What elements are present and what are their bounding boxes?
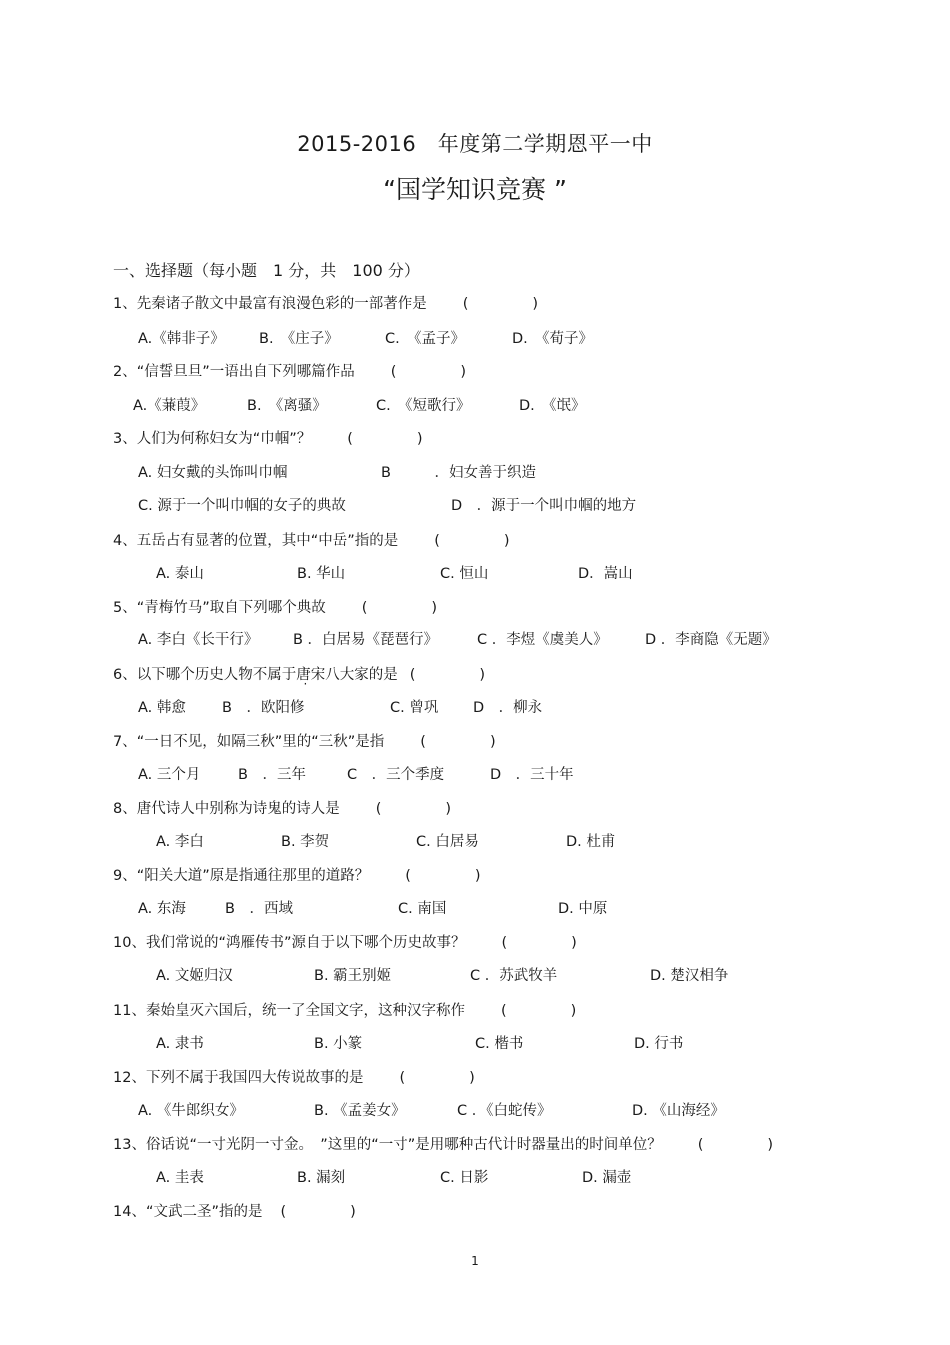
option-c: C ．李煜《虞美人》 xyxy=(477,632,608,648)
option-a: A. 李白 xyxy=(156,834,204,850)
question-10 xyxy=(113,931,577,952)
question-text: 8、唐代诗人中别称为诗鬼的诗人是 xyxy=(113,801,340,817)
option-d: D. 《氓》 xyxy=(519,398,586,414)
option-a: A. 圭表 xyxy=(156,1170,204,1186)
question-9 xyxy=(113,864,481,885)
option-b: B ．西域 xyxy=(225,901,293,917)
question-text: 9、“阳关大道”原是指通往那里的道路？ xyxy=(113,868,370,884)
answer-parens: ( ) xyxy=(399,1070,475,1086)
option-d: D. 《山海经》 xyxy=(632,1103,725,1119)
answer-parens: ( ) xyxy=(390,364,467,380)
option-c: C. 白居易 xyxy=(416,834,479,850)
option-c: C. 《孟子》 xyxy=(385,331,465,347)
question-2 xyxy=(113,360,466,381)
question-text: 4、五岳占有显著的位置，其中“中岳”指的是 xyxy=(113,533,399,549)
option-b: B. 《庄子》 xyxy=(259,331,339,347)
answer-parens: ( ) xyxy=(405,868,481,884)
option-d: D ．三十年 xyxy=(490,767,574,783)
option-c: C ．三个季度 xyxy=(347,767,445,783)
question-text: 10、我们常说的“鸿雁传书”源自于以下哪个历史故事？ xyxy=(113,935,466,951)
answer-parens: ( ) xyxy=(375,801,452,817)
question-11 xyxy=(113,999,576,1020)
option-b: B. 《孟姜女》 xyxy=(314,1103,406,1119)
document-subtitle: “国学知识竞赛 ” xyxy=(383,175,567,204)
answer-parens: ( ) xyxy=(420,734,496,750)
option-d: D ．源于一个叫巾帼的地方 xyxy=(451,498,637,514)
option-a: A. 妇女戴的头饰叫巾帼 xyxy=(138,465,288,481)
answer-parens: ( ) xyxy=(409,667,486,683)
option-b: B. 漏刻 xyxy=(297,1170,346,1186)
option-b: B ．白居易《琵琶行》 xyxy=(293,632,439,648)
option-d: D. 中原 xyxy=(558,901,608,917)
option-c: C. 曾巩 xyxy=(390,700,439,716)
question-text: 1、先秦诸子散文中最富有浪漫色彩的一部著作是 xyxy=(113,296,427,312)
question-5 xyxy=(113,596,437,617)
question-text: 12、下列不属于我国四大传说故事的是 xyxy=(113,1070,364,1086)
option-d: D. 杜甫 xyxy=(566,834,616,850)
option-c: C ．苏武牧羊 xyxy=(470,968,558,984)
option-c: C. 《短歌行》 xyxy=(376,398,471,414)
option-a: A. 李白《长干行》 xyxy=(138,632,259,648)
option-b: B. 华山 xyxy=(297,566,346,582)
option-c: C. 南国 xyxy=(398,901,447,917)
option-d: D．嵩山 xyxy=(578,566,633,582)
section-heading: 一、选择题（每小题 1 分，共 100 分） xyxy=(113,261,420,280)
option-a: A. 三个月 xyxy=(138,767,201,783)
answer-parens: ( ) xyxy=(500,1003,577,1019)
option-d: D ．李商隐《无题》 xyxy=(645,632,777,648)
question-text: 6、以下哪个历史人物不属于唐宋八大家的是 xyxy=(113,667,398,683)
option-a: A. 文姬归汉 xyxy=(156,968,233,984)
question-text: 2、“信誓旦旦”一语出自下列哪篇作品 xyxy=(113,364,355,380)
option-c: C. 楷书 xyxy=(475,1036,524,1052)
page-number: 1 xyxy=(471,1254,479,1268)
option-a: A. 《牛郎织女》 xyxy=(138,1103,244,1119)
option-b: B. 小篆 xyxy=(314,1036,363,1052)
option-b: B ．三年 xyxy=(238,767,306,783)
question-8 xyxy=(113,797,451,818)
answer-parens: ( ) xyxy=(347,431,423,447)
answer-parens: ( ) xyxy=(280,1204,356,1220)
option-a: A.《蒹葭》 xyxy=(133,398,206,414)
question-text: 14、“文武二圣”指的是 xyxy=(113,1204,263,1220)
option-d: D. 《荀子》 xyxy=(512,331,594,347)
option-b: B ．妇女善于织造 xyxy=(381,465,536,481)
option-c: C. 恒山 xyxy=(440,566,489,582)
option-a: A. 东海 xyxy=(138,901,186,917)
option-a: A.《韩非子》 xyxy=(138,331,225,347)
option-b: B. 霸王别姬 xyxy=(314,968,392,984)
question-6 xyxy=(113,663,485,684)
option-b: B. 《离骚》 xyxy=(247,398,327,414)
option-a: A. 隶书 xyxy=(156,1036,204,1052)
question-1 xyxy=(113,292,538,313)
answer-parens: ( ) xyxy=(462,296,539,312)
question-text: 7、“一日不见，如隔三秋”里的“三秋”是指 xyxy=(113,734,385,750)
option-d: D. 楚汉相争 xyxy=(650,968,729,984)
option-c: C. 源于一个叫巾帼的女子的典故 xyxy=(138,498,346,514)
option-d: D. 行书 xyxy=(634,1036,684,1052)
question-12 xyxy=(113,1066,475,1087)
emphasis-dotted-text: 唐 xyxy=(296,667,311,683)
question-text: 11、秦始皇灭六国后，统一了全国文字，这种汉字称作 xyxy=(113,1003,465,1019)
question-7 xyxy=(113,730,496,751)
document-title: 2015-2016 年度第二学期恩平一中 xyxy=(297,132,653,156)
option-b: B ．欧阳修 xyxy=(222,700,305,716)
option-a: A. 泰山 xyxy=(156,566,204,582)
question-text: 3、人们为何称妇女为“巾帼”？ xyxy=(113,431,312,447)
answer-parens: ( ) xyxy=(434,533,510,549)
question-4 xyxy=(113,529,510,550)
option-c: C ．《白蛇传》 xyxy=(457,1103,552,1119)
question-13 xyxy=(113,1133,773,1154)
option-d: D ．柳永 xyxy=(473,700,543,716)
answer-parens: ( ) xyxy=(697,1137,774,1153)
option-d: D. 漏壶 xyxy=(582,1170,632,1186)
option-a: A. 韩愈 xyxy=(138,700,186,716)
answer-parens: ( ) xyxy=(501,935,577,951)
question-text: 13、俗话说“一寸光阴一寸金。 ”这里的“一寸”是用哪种古代计时器量出的时间单位？ xyxy=(113,1137,662,1153)
option-b: B. 李贺 xyxy=(281,834,330,850)
option-c: C. 日影 xyxy=(440,1170,489,1186)
question-text: 5、“青梅竹马”取自下列哪个典故 xyxy=(113,600,326,616)
question-14 xyxy=(113,1200,356,1221)
question-3 xyxy=(113,427,423,448)
answer-parens: ( ) xyxy=(361,600,438,616)
